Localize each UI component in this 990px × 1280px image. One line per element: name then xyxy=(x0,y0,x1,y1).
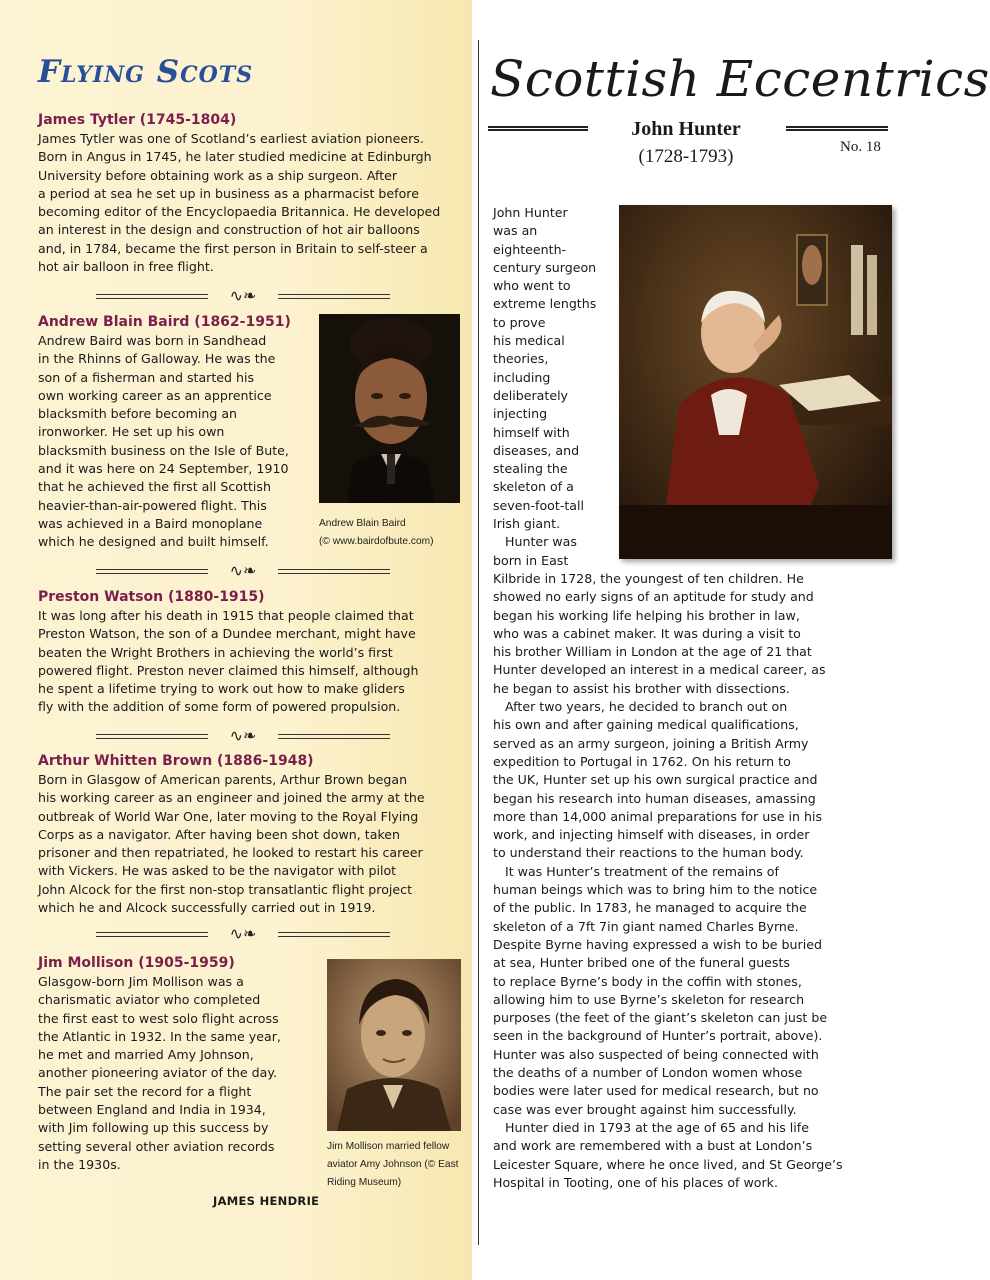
text-line: another pioneering aviator of the day. xyxy=(38,1065,277,1081)
text-line: extreme lengths xyxy=(493,296,597,312)
text-line: stealing the xyxy=(493,461,568,477)
text-line: with Vickers. He was asked to be the navigator with pilot xyxy=(38,863,397,879)
text-line: who was a cabinet maker. It was during a visit to xyxy=(493,625,801,641)
text-line: more than 14,000 animal preparations for use in his xyxy=(493,808,823,824)
text-line: Despite Byrne having expressed a wish to be buried xyxy=(493,936,822,952)
text-line: hot air balloon in free flight. xyxy=(38,259,214,275)
text-line: Kilbride in 1728, the youngest of ten children. He xyxy=(493,571,804,586)
text-line: to understand their reactions to the human body. xyxy=(493,845,804,861)
baird-photo-caption xyxy=(319,515,434,551)
text-line: and it was here on 24 September, 1910 xyxy=(38,461,289,477)
subject-name: John Hunter xyxy=(631,118,741,140)
text-line: at sea, Hunter bribed one of the funeral guests xyxy=(493,955,790,971)
text-line: to prove xyxy=(493,314,546,330)
text-line: and, in 1784, became the first person in Britain to self-steer a xyxy=(38,240,428,256)
text-line: injecting xyxy=(493,406,548,422)
text-line: theories, xyxy=(493,351,549,367)
ornamental-divider xyxy=(96,726,390,745)
text-line: prisoner and then repatriated, he looked to restart his career xyxy=(38,845,423,861)
caption-line: Andrew Blain Baird xyxy=(319,518,406,529)
text-line: University before obtaining work as a ship surgeon. After xyxy=(38,167,398,183)
text-line: with Jim following up this success by xyxy=(38,1120,269,1136)
text-line: eighteenth- xyxy=(493,241,567,257)
text-line: Born in Angus in 1745, he later studied medicine at Edinburgh xyxy=(38,149,432,165)
text-line: Andrew Baird was born in Sandhead xyxy=(38,333,267,348)
text-line: own working career as an apprentice xyxy=(38,387,272,403)
text-line: his own and after gaining medical qualifications, xyxy=(493,717,799,733)
text-line: Hunter was xyxy=(493,534,577,550)
text-line: work, and injecting himself with diseases, in order xyxy=(493,827,810,843)
text-line: he spent a lifetime trying to work out how to make gliders xyxy=(38,681,405,697)
section-arthur-brown xyxy=(38,752,425,917)
text-line: Corps as a navigator. After having been shot down, taken xyxy=(38,826,401,842)
ornamental-divider xyxy=(96,561,390,580)
text-line: his brother William in London at the age of 21 that xyxy=(493,644,812,660)
text-line: bodies were later used for medical research, but no xyxy=(493,1083,819,1099)
caption-line: Jim Mollison married fellow xyxy=(327,1141,450,1152)
section-heading: Jim Mollison (1905-1959) xyxy=(38,955,235,971)
section-andrew-baird xyxy=(38,313,291,552)
ornament-icon: ∿❧ xyxy=(229,924,257,943)
text-line: began his research into human diseases, amassing xyxy=(493,790,816,806)
text-line: in the Rhinns of Galloway. He was the xyxy=(38,351,276,367)
text-line: who went to xyxy=(493,278,571,294)
text-line: in the 1930s. xyxy=(38,1156,121,1172)
text-line: Leicester Square, where he once lived, and St George’s xyxy=(493,1156,843,1172)
caption-line: (© www.bairdofbute.com) xyxy=(319,536,434,547)
jim-mollison-photo xyxy=(327,959,461,1131)
section-heading: Arthur Whitten Brown (1886-1948) xyxy=(38,753,314,769)
text-line: powered flight. Preston never claimed this himself, although xyxy=(38,662,419,678)
article-wide-column xyxy=(493,570,843,1192)
scottish-eccentrics-title: Scottish Eccentrics xyxy=(490,50,990,108)
caption-line: aviator Amy Johnson (© East xyxy=(327,1159,459,1170)
column-divider xyxy=(478,40,479,1245)
text-line: Hunter developed an interest in a medical career, as xyxy=(493,662,826,678)
section-james-tytler xyxy=(38,111,440,276)
text-line: Hunter died in 1793 at the age of 65 and his life xyxy=(493,1119,809,1135)
text-line: century surgeon xyxy=(493,259,597,275)
text-line: beaten the Wright Brothers in achieving the world’s first xyxy=(38,644,393,660)
john-hunter-portrait xyxy=(619,205,892,559)
text-line: diseases, and xyxy=(493,442,580,458)
text-line: Born in Glasgow of American parents, Arthur Brown began xyxy=(38,772,408,787)
text-line: Irish giant. xyxy=(493,516,561,532)
andrew-baird-photo xyxy=(319,314,460,503)
text-line: served as an army surgeon, joining a British Army xyxy=(493,735,809,751)
text-line: was achieved in a Baird monoplane xyxy=(38,515,263,531)
text-line: The pair set the record for a flight xyxy=(38,1083,252,1099)
text-line: charismatic aviator who completed xyxy=(38,992,261,1008)
ornament-icon: ∿❧ xyxy=(229,561,257,580)
text-line: son of a fisherman and started his xyxy=(38,369,255,385)
mollison-photo-caption xyxy=(327,1138,459,1192)
text-line: human beings which was to bring him to the notice xyxy=(493,882,818,898)
section-preston-watson xyxy=(38,588,419,717)
text-line: Hospital in Tooting, one of his places of work. xyxy=(493,1174,778,1190)
text-line: which he designed and built himself. xyxy=(38,534,269,550)
section-heading: Preston Watson (1880-1915) xyxy=(38,589,265,605)
text-line: between England and India in 1934, xyxy=(38,1102,266,1118)
text-line: he met and married Amy Johnson, xyxy=(38,1047,254,1063)
text-line: Preston Watson, the son of a Dundee merchant, might have xyxy=(38,626,416,642)
text-line: outbreak of World War One, later moving to the Royal Flying xyxy=(38,808,419,824)
text-line: Glasgow-born Jim Mollison was a xyxy=(38,974,244,989)
text-line: the first east to west solo flight across xyxy=(38,1010,279,1026)
text-line: he began to assist his brother with dissections. xyxy=(493,680,790,696)
section-heading: James Tytler (1745-1804) xyxy=(38,112,237,128)
issue-number: No. 18 xyxy=(840,139,881,155)
article-narrow-column xyxy=(493,204,596,570)
ornament-icon: ∿❧ xyxy=(229,286,257,305)
text-line: expedition to Portugal in 1762. On his return to xyxy=(493,753,791,769)
ornament-icon: ∿❧ xyxy=(229,726,257,745)
text-line: showed no early signs of an aptitude for study and xyxy=(493,589,814,605)
text-line: fly with the addition of some form of powered propulsion. xyxy=(38,699,401,715)
text-line: an interest in the design and construction of hot air balloons xyxy=(38,222,420,238)
text-line: the deaths of a number of London women whose xyxy=(493,1065,803,1081)
text-line: purposes (the feet of the giant’s skeleton can just be xyxy=(493,1010,828,1026)
text-line: his medical xyxy=(493,333,565,349)
author-byline: JAMES HENDRIE xyxy=(213,1194,320,1208)
text-line: heavier-than-air-powered flight. This xyxy=(38,497,267,513)
ornamental-divider xyxy=(96,286,390,305)
section-heading: Andrew Blain Baird (1862-1951) xyxy=(38,314,291,330)
flying-scots-title: Flying Scots xyxy=(38,54,254,90)
header-rule-left xyxy=(488,126,588,131)
subject-dates: (1728-1793) xyxy=(638,146,734,167)
text-line: that he achieved the first all Scottish xyxy=(38,479,271,495)
header-rule-right xyxy=(786,126,888,131)
text-line: a period at sea he set up in business as a pharmacist before xyxy=(38,185,419,201)
text-line: case was ever brought against him successfully. xyxy=(493,1101,797,1117)
text-line: including xyxy=(493,369,551,385)
text-line: and work are remembered with a bust at London’s xyxy=(493,1138,813,1154)
text-line: himself with xyxy=(493,424,570,440)
text-line: born in East xyxy=(493,552,569,568)
text-line: skeleton of a 7ft 7in giant named Charles Byrne. xyxy=(493,918,799,934)
caption-line: Riding Museum) xyxy=(327,1177,402,1188)
text-line: Hunter was also suspected of being connected with xyxy=(493,1046,819,1062)
text-line: his working career as an engineer and joined the army at the xyxy=(38,790,425,806)
text-line: which he and Alcock successfully carried out in 1919. xyxy=(38,900,376,916)
text-line: the UK, Hunter set up his own surgical practice and xyxy=(493,772,818,788)
text-line: blacksmith business on the Isle of Bute, xyxy=(38,442,289,458)
ornamental-divider xyxy=(96,924,390,943)
text-line: After two years, he decided to branch out on xyxy=(493,699,788,715)
text-line: of the public. In 1783, he managed to acquire the xyxy=(493,900,807,916)
text-line: John Hunter xyxy=(493,205,568,220)
text-line: the Atlantic in 1932. In the same year, xyxy=(38,1028,281,1044)
text-line: John Alcock for the first non-stop transatlantic flight project xyxy=(38,881,413,897)
text-line: deliberately xyxy=(493,387,569,403)
text-line: to replace Byrne’s body in the coffin with stones, xyxy=(493,973,802,989)
text-line: It was long after his death in 1915 that people claimed that xyxy=(38,608,414,623)
text-line: allowing him to use Byrne’s skeleton for research xyxy=(493,991,805,1007)
text-line: seen in the background of Hunter’s portrait, above). xyxy=(493,1028,823,1044)
text-line: began his working life helping his brother in law, xyxy=(493,607,800,623)
text-line: ironworker. He set up his own xyxy=(38,424,225,440)
text-line: becoming editor of the Encyclopaedia Britannica. He developed xyxy=(38,204,441,220)
text-line: blacksmith before becoming an xyxy=(38,406,238,422)
text-line: was an xyxy=(493,223,538,239)
text-line: setting several other aviation records xyxy=(38,1138,275,1154)
section-jim-mollison xyxy=(38,954,281,1174)
text-line: seven-foot-tall xyxy=(493,497,585,513)
text-line: James Tytler was one of Scotland’s earliest aviation pioneers. xyxy=(38,131,424,146)
text-line: skeleton of a xyxy=(493,479,574,495)
text-line: It was Hunter’s treatment of the remains of xyxy=(493,863,779,879)
